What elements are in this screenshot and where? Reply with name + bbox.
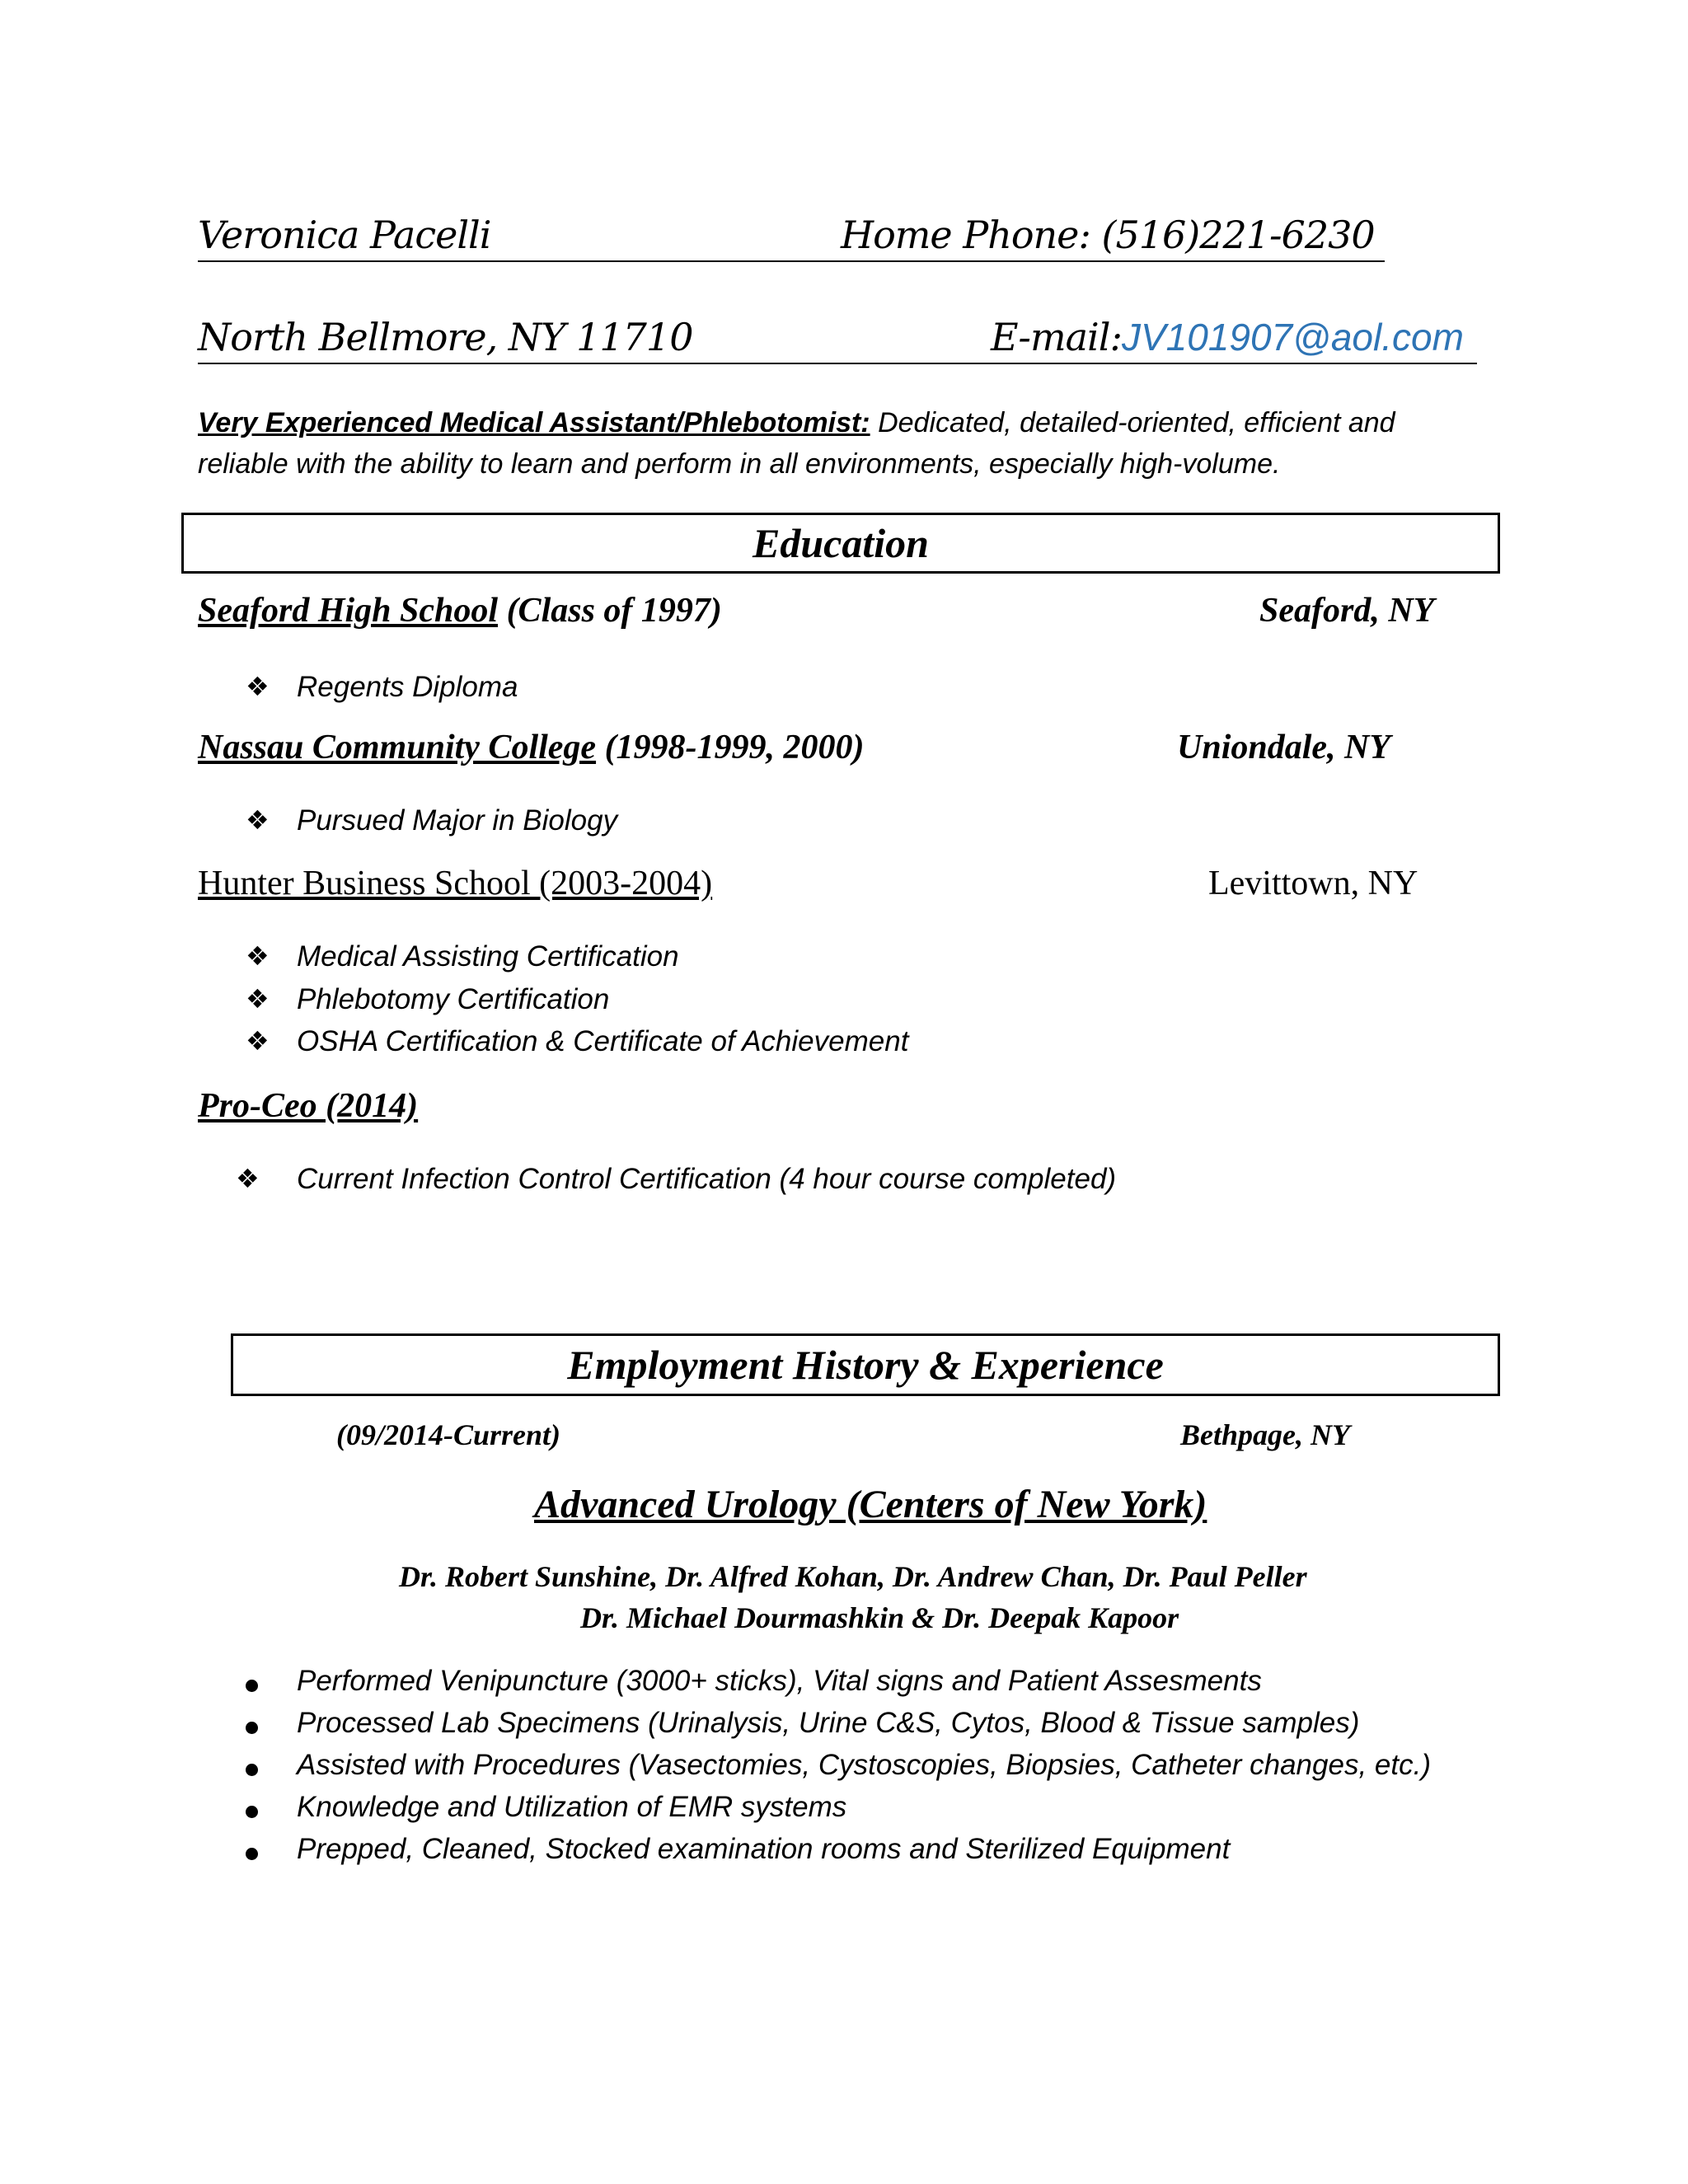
diamond-bullet-icon: ❖ [246,804,270,836]
email-line [991,315,1464,359]
school-hunter-location: Levittown, NY [1208,865,1418,902]
school-seaford-name: Seaford High School [198,592,499,630]
summary-lead: Very Experienced Medical Assistant/Phlebotomist: [198,407,870,438]
diamond-bullet-icon: ❖ [246,671,270,702]
school-hunter-item-1: Medical Assisting Certification [297,940,679,972]
school-hunter-item-2: Phlebotomy Certification [297,983,610,1015]
diamond-bullet-icon: ❖ [236,1163,260,1194]
school-seaford [198,591,722,630]
header-rule-1 [198,260,1385,262]
bullet-dot-icon [246,1680,258,1692]
bullet-dot-icon [246,1806,258,1818]
duty-4: Knowledge and Utilization of EMR systems [297,1791,847,1823]
school-hunter-item-3: OSHA Certification & Certificate of Achievement [297,1025,909,1057]
school-nassau-item-1: Pursued Major in Biology [297,804,618,837]
employer-name: Advanced Urology (Centers of New York) [534,1483,1207,1526]
school-seaford-location: Seaford, NY [1259,592,1435,630]
bullet-dot-icon [246,1722,258,1734]
bullet-dot-icon [246,1764,258,1776]
bullet-dot-icon [246,1848,258,1860]
school-seaford-item-1: Regents Diploma [297,671,518,703]
school-nassau-name: Nassau Community College [198,729,597,766]
employment-heading: Employment History & Experience [231,1333,1500,1396]
school-proceo-item-1: Current Infection Control Certification (4 hour course completed) [297,1163,1117,1195]
doctors-line-2: Dr. Michael Dourmashkin & Dr. Deepak Kapoor [580,1601,1179,1634]
summary-line1: Dedicated, detailed-oriented, efficient and [870,407,1395,438]
duty-1: Performed Venipuncture (3000+ sticks), Vital signs and Patient Assesments [297,1665,1262,1697]
email-label: E-mail: [991,315,1122,359]
duty-3: Assisted with Procedures (Vasectomies, Cystoscopies, Biopsies, Catheter changes, etc.) [297,1749,1431,1781]
school-nassau-location: Uniondale, NY [1177,729,1391,766]
doctors-line-1: Dr. Robert Sunshine, Dr. Alfred Kohan, Dr. Andrew Chan, Dr. Paul Peller [399,1560,1307,1593]
diamond-bullet-icon: ❖ [246,1025,270,1057]
diamond-bullet-icon: ❖ [246,983,270,1015]
summary-line2: reliable with the ability to learn and perform in all environments, especially high-volume. [198,448,1281,480]
home-phone: Home Phone: (516)221-6230 [841,213,1375,257]
job-dates: (09/2014-Current) [336,1418,561,1451]
header-rule-2 [198,363,1477,364]
duty-5: Prepped, Cleaned, Stocked examination rooms and Sterilized Equipment [297,1833,1231,1865]
school-nassau-dates: (1998-1999, 2000) [604,729,865,766]
school-proceo: Pro-Ceo (2014) [198,1087,419,1125]
address: North Bellmore, NY 11710 [198,315,693,359]
education-heading: Education [181,513,1500,574]
school-seaford-dates: (Class of 1997) [506,592,722,630]
duty-2: Processed Lab Specimens (Urinalysis, Urine C&S, Cytos, Blood & Tissue samples) [297,1707,1360,1739]
email-link[interactable]: JV101907@aol.com [1121,316,1464,359]
candidate-name: Veronica Pacelli [198,213,491,257]
school-hunter: Hunter Business School (2003-2004) [198,865,713,902]
school-nassau [198,728,865,767]
job-location: Bethpage, NY [1180,1418,1350,1451]
diamond-bullet-icon: ❖ [246,940,270,972]
professional-summary [198,402,1500,485]
